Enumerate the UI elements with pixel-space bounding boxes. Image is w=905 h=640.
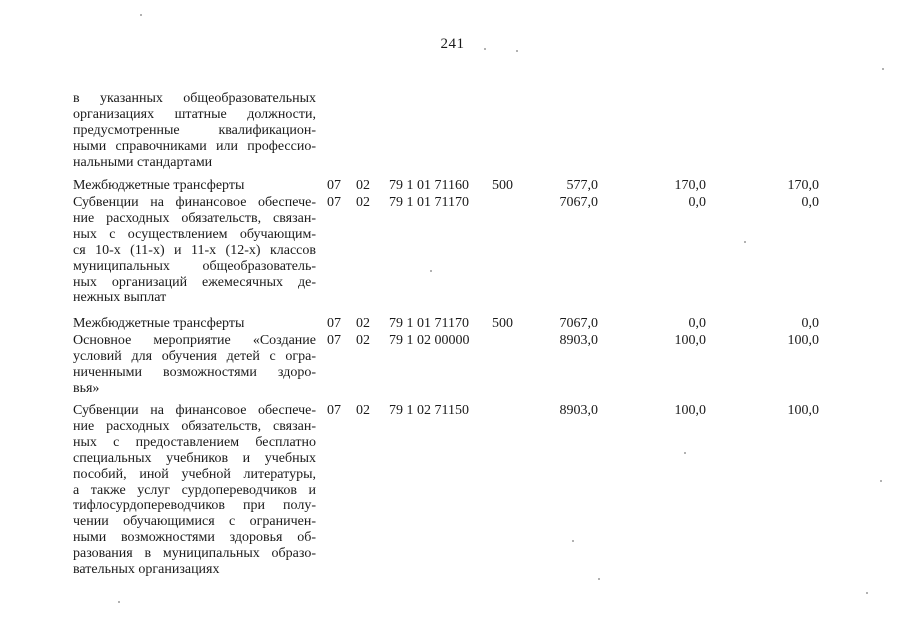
description-line: вательных организациях (73, 562, 220, 578)
scan-speck (516, 50, 518, 52)
amount-year-3: 0,0 (801, 195, 819, 210)
description-line: нальными стандартами (73, 154, 213, 170)
scan-speck (572, 540, 574, 542)
target-article: 79 1 02 71150 (389, 403, 469, 418)
amount-year-1: 8903,0 (559, 333, 598, 348)
description-line: ние расходных обязательств, связан- (73, 210, 316, 226)
target-article: 79 1 02 00000 (389, 333, 470, 348)
row-description (73, 316, 316, 332)
row-description (73, 178, 316, 194)
description-line: тифлосурдопереводчиков при полу- (73, 498, 316, 514)
description-line: условий для обучения детей с огра- (73, 348, 316, 364)
scan-speck (880, 480, 882, 482)
target-article: 79 1 01 71160 (389, 178, 469, 193)
description-line: разования в муниципальных образо- (73, 546, 316, 562)
scan-speck (484, 48, 486, 50)
row-description (73, 403, 316, 578)
description-line: Субвенции на финансовое обеспече- (73, 195, 316, 210)
description-line: организациях штатные должности, (73, 106, 316, 122)
scan-speck (118, 601, 120, 603)
scan-speck (140, 14, 142, 16)
description-line: Основное мероприятие «Создание (73, 333, 316, 348)
amount-year-1: 8903,0 (559, 403, 598, 418)
scan-speck (598, 578, 600, 580)
section-code: 07 (327, 316, 341, 331)
description-line: ниченными возможностями здоро- (73, 364, 316, 380)
row-description (73, 91, 316, 171)
description-line: специальных учебников и учебных (73, 450, 316, 466)
section-code: 07 (327, 333, 341, 348)
description-line: ных с предоставлением бесплатно (73, 434, 316, 450)
amount-year-1: 7067,0 (559, 316, 598, 331)
scan-speck (866, 592, 868, 594)
subsection-code: 02 (356, 195, 370, 210)
expense-type: 500 (492, 178, 513, 193)
subsection-code: 02 (356, 333, 370, 348)
description-line: Субвенции на финансовое обеспече- (73, 403, 316, 418)
amount-year-2: 0,0 (688, 195, 706, 210)
amount-year-3: 100,0 (787, 333, 819, 348)
amount-year-1: 7067,0 (559, 195, 598, 210)
subsection-code: 02 (356, 316, 370, 331)
description-line: пособий, иной учебной литературы, (73, 466, 316, 482)
subsection-code: 02 (356, 178, 370, 193)
amount-year-1: 577,0 (566, 178, 598, 193)
subsection-code: 02 (356, 403, 370, 418)
description-line: вья» (73, 380, 100, 396)
section-code: 07 (327, 195, 341, 210)
amount-year-2: 100,0 (674, 403, 706, 418)
description-line: а также услуг сурдопереводчиков и (73, 482, 316, 498)
expense-type: 500 (492, 316, 513, 331)
description-line: ными возможностями здоровья об- (73, 530, 316, 546)
scan-speck (744, 241, 746, 243)
description-line: предусмотренные квалификацион- (73, 122, 316, 138)
amount-year-3: 0,0 (801, 316, 819, 331)
description-line: ными справочниками или профессио- (73, 138, 316, 154)
amount-year-2: 170,0 (674, 178, 706, 193)
row-description (73, 333, 316, 397)
target-article: 79 1 01 71170 (389, 195, 469, 210)
description-line: нежных выплат (73, 290, 167, 306)
target-article: 79 1 01 71170 (389, 316, 469, 331)
amount-year-2: 100,0 (674, 333, 706, 348)
description-line: ных с осуществлением обучающим- (73, 226, 316, 242)
description-line: ных организаций ежемесячных де- (73, 274, 316, 290)
description-line: чении обучающимися с ограничен- (73, 514, 316, 530)
description-line: Межбюджетные трансферты (73, 316, 245, 331)
description-line: ние расходных обязательств, связан- (73, 418, 316, 434)
scan-speck (882, 68, 884, 70)
page-number: 241 (440, 36, 465, 52)
description-line: муниципальных общеобразователь- (73, 258, 316, 274)
description-line: ся 10-х (11-х) и 11-х (12-х) классов (73, 242, 316, 258)
row-description (73, 195, 316, 306)
section-code: 07 (327, 403, 341, 418)
amount-year-2: 0,0 (688, 316, 706, 331)
description-line: в указанных общеобразовательных (73, 91, 316, 106)
section-code: 07 (327, 178, 341, 193)
amount-year-3: 100,0 (787, 403, 819, 418)
scan-speck (684, 452, 686, 454)
amount-year-3: 170,0 (787, 178, 819, 193)
description-line: Межбюджетные трансферты (73, 178, 245, 193)
scan-speck (430, 270, 432, 272)
